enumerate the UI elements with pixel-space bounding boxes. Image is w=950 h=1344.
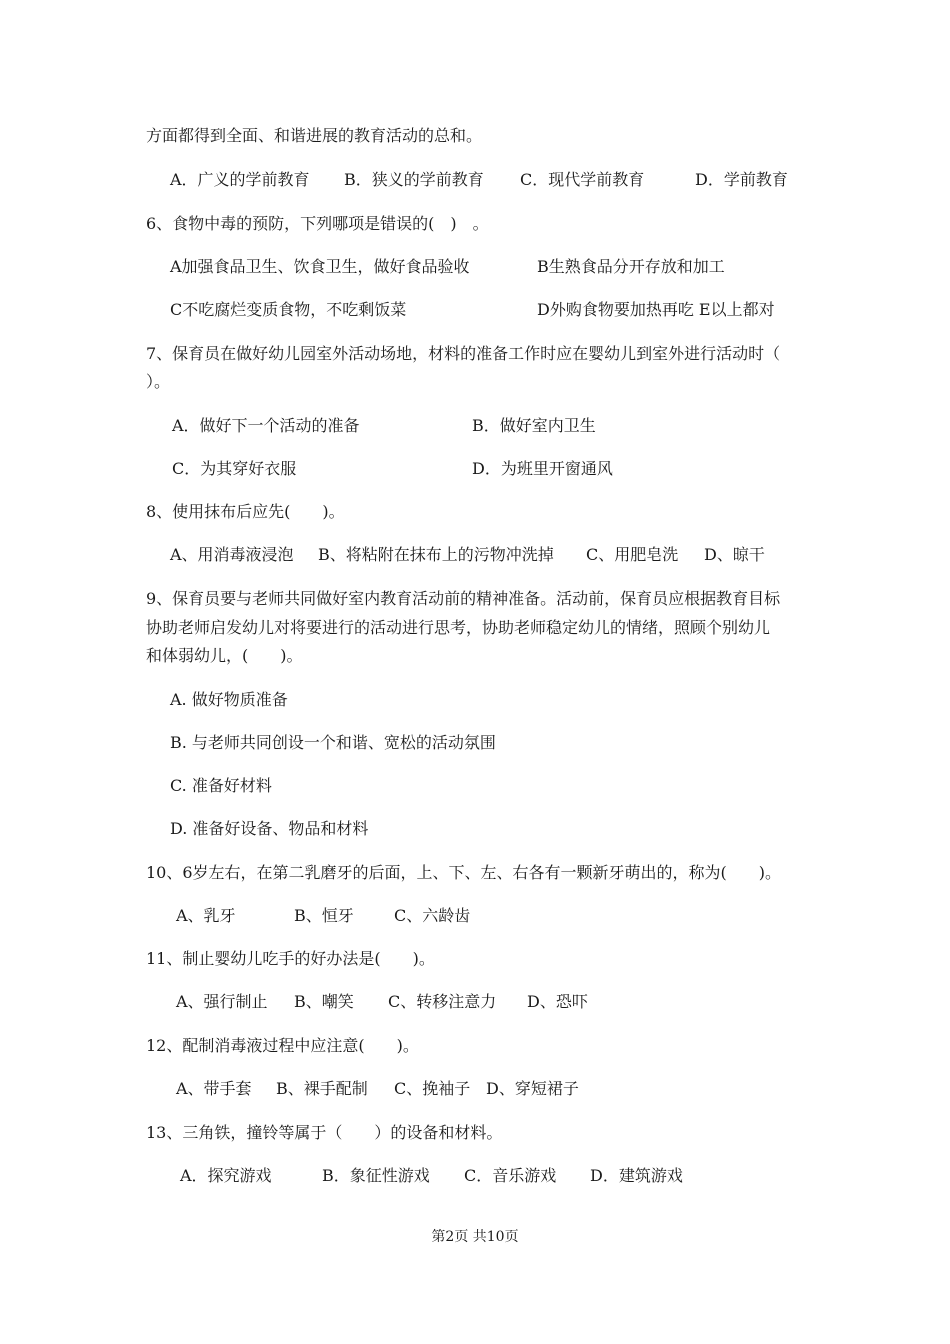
- question-10-stem: 10、6岁左右，在第二乳磨牙的后面，上、下、左、右各有一颗新牙萌出的，称为( )。: [146, 863, 782, 882]
- question-12-option-d: D、穿短裙子: [486, 1079, 579, 1098]
- question-6-option-d: D外购食物要加热再吃 E以上都对: [537, 300, 775, 319]
- question-13-option-a: A．探究游戏: [180, 1166, 272, 1185]
- question-8-option-d: D、晾干: [704, 545, 765, 564]
- question-6-option-b: B生熟食品分开存放和加工: [537, 257, 725, 276]
- question-10-option-a: A、乳牙: [176, 906, 236, 925]
- question-7-option-c: C．为其穿好衣服: [172, 459, 297, 478]
- question-7-option-b: B．做好室内卫生: [472, 416, 596, 435]
- question-7-option-d: D．为班里开窗通风: [472, 459, 613, 478]
- question-9-option-d: D. 准备好设备、物品和材料: [170, 819, 369, 838]
- question-5-option-d: D．学前教育: [695, 170, 788, 189]
- question-12-option-c: C、挽袖子: [394, 1079, 471, 1098]
- question-13-option-b: B．象征性游戏: [322, 1166, 430, 1185]
- question-10-option-b: B、恒牙: [294, 906, 354, 925]
- question-6-option-c: C不吃腐烂变质食物，不吃剩饭菜: [170, 300, 407, 319]
- question-5-option-a: A．广义的学前教育: [170, 170, 310, 189]
- question-8-stem: 8、使用抹布后应先( )。: [146, 502, 345, 521]
- question-9-option-c: C. 准备好材料: [170, 776, 272, 795]
- question-6-option-a: A加强食品卫生、饮食卫生，做好食品验收: [170, 257, 470, 276]
- question-9-stem-line-2: 协助老师启发幼儿对将要进行的活动进行思考，协助老师稳定幼儿的情绪，照顾个别幼儿: [146, 618, 771, 637]
- question-5-stem-continuation: 方面都得到全面、和谐进展的教育活动的总和。: [146, 126, 483, 145]
- question-9-stem-line-3: 和体弱幼儿，( )。: [146, 646, 303, 665]
- question-12-stem: 12、配制消毒液过程中应注意( )。: [146, 1036, 419, 1055]
- question-11-option-b: B、嘲笑: [294, 992, 354, 1011]
- question-12-option-a: A、带手套: [176, 1079, 252, 1098]
- question-7-option-a: A．做好下一个活动的准备: [172, 416, 360, 435]
- question-8-option-a: A、用消毒液浸泡: [170, 545, 294, 564]
- question-9-option-b: B. 与老师共同创设一个和谐、宽松的活动氛围: [170, 733, 496, 752]
- question-11-stem: 11、制止婴幼儿吃手的好办法是( )。: [146, 949, 435, 968]
- question-5-option-c: C．现代学前教育: [520, 170, 645, 189]
- question-5-option-b: B．狭义的学前教育: [344, 170, 484, 189]
- question-9-stem-line-1: 9、保育员要与老师共同做好室内教育活动前的精神准备。活动前，保育员应根据教育目标: [146, 589, 781, 608]
- question-7-stem-line-2: ）。: [146, 372, 171, 391]
- question-12-option-b: B、裸手配制: [276, 1079, 368, 1098]
- question-6-stem: 6、食物中毒的预防，下列哪项是错误的( ) 。: [146, 214, 489, 233]
- question-8-option-b: B、将粘附在抹布上的污物冲洗掉: [318, 545, 554, 564]
- question-13-option-d: D．建筑游戏: [590, 1166, 683, 1185]
- question-8-option-c: C、用肥皂洗: [586, 545, 679, 564]
- question-13-option-c: C．音乐游戏: [464, 1166, 557, 1185]
- page-number-footer: 第2页 共10页: [431, 1229, 519, 1245]
- question-13-stem: 13、三角铁，撞铃等属于（ ）的设备和材料。: [146, 1123, 503, 1142]
- question-9-option-a: A. 做好物质准备: [170, 690, 288, 709]
- question-11-option-a: A、强行制止: [176, 992, 268, 1011]
- question-11-option-d: D、恐吓: [527, 992, 588, 1011]
- question-11-option-c: C、转移注意力: [388, 992, 497, 1011]
- question-10-option-c: C、六龄齿: [394, 906, 471, 925]
- question-7-stem-line-1: 7、保育员在做好幼儿园室外活动场地，材料的准备工作时应在婴幼儿到室外进行活动时（: [146, 344, 781, 363]
